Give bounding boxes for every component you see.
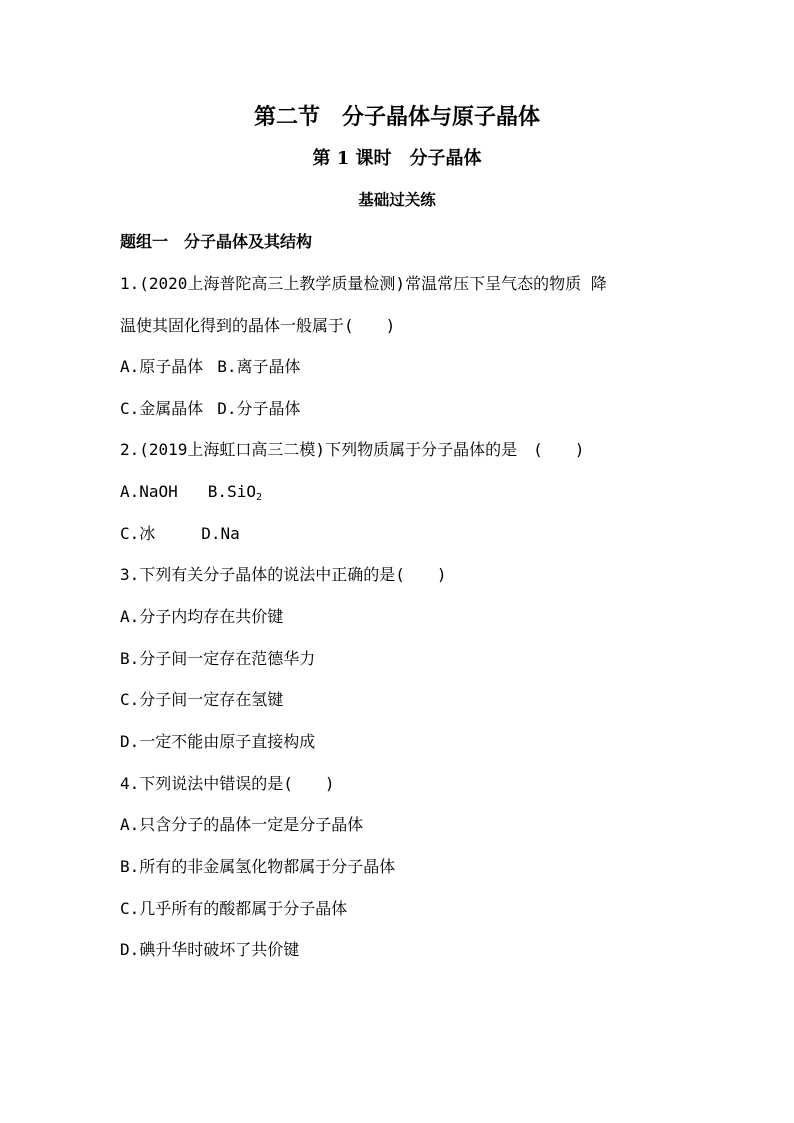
section-label: 基础过关练 <box>358 190 436 209</box>
question-1-stem-line1: 1.(2020上海普陀高三上教学质量检测)常温常压下呈气态的物质 降 <box>120 274 607 293</box>
question-4-option-d: D.碘升华时破坏了共价键 <box>120 940 300 959</box>
question-2-stem: 2.(2019上海虹口高三二模)下列物质属于分子晶体的是 ( ) <box>120 440 585 459</box>
question-2-options-row2 <box>120 526 240 542</box>
question-1-option-a: A.原子晶体 <box>120 357 204 376</box>
question-3-option-b: B.分子间一定存在范德华力 <box>120 649 316 668</box>
question-3-stem: 3.下列有关分子晶体的说法中正确的是( ) <box>120 565 447 584</box>
question-4-option-b: B.所有的非金属氢化物都属于分子晶体 <box>120 857 396 876</box>
question-2-option-b: B.SiO$_2$ <box>207 482 262 503</box>
question-3-option-c: C.分子间一定存在氢键 <box>120 690 284 709</box>
lesson-subtitle: 第 1 课时 分子晶体 <box>312 148 482 169</box>
question-1-stem-line2: 温使其固化得到的晶体一般属于( ) <box>120 316 396 335</box>
question-4-option-a: A.只含分子的晶体一定是分子晶体 <box>120 815 364 834</box>
question-1-options-row1 <box>120 359 301 375</box>
question-4-option-c: C.几乎所有的酸都属于分子晶体 <box>120 899 348 918</box>
question-2-option-a: A.NaOH <box>120 482 178 501</box>
question-1-options-row2 <box>120 401 301 417</box>
question-1-option-c: C.金属晶体 <box>120 399 204 418</box>
question-2-option-d: D.Na <box>201 524 240 543</box>
question-1-option-b: B.离子晶体 <box>217 357 301 376</box>
group-heading: 题组一 分子晶体及其结构 <box>120 232 313 251</box>
question-4-stem: 4.下列说法中错误的是( ) <box>120 774 335 793</box>
page-title: 第二节 分子晶体与原子晶体 <box>253 104 540 130</box>
question-2-option-c: C.冰 <box>120 524 156 543</box>
question-2-options-row1 <box>120 482 262 503</box>
question-1-option-d: D.分子晶体 <box>217 399 301 418</box>
question-3-option-d: D.一定不能由原子直接构成 <box>120 732 316 751</box>
question-3-option-a: A.分子内均存在共价键 <box>120 607 284 626</box>
